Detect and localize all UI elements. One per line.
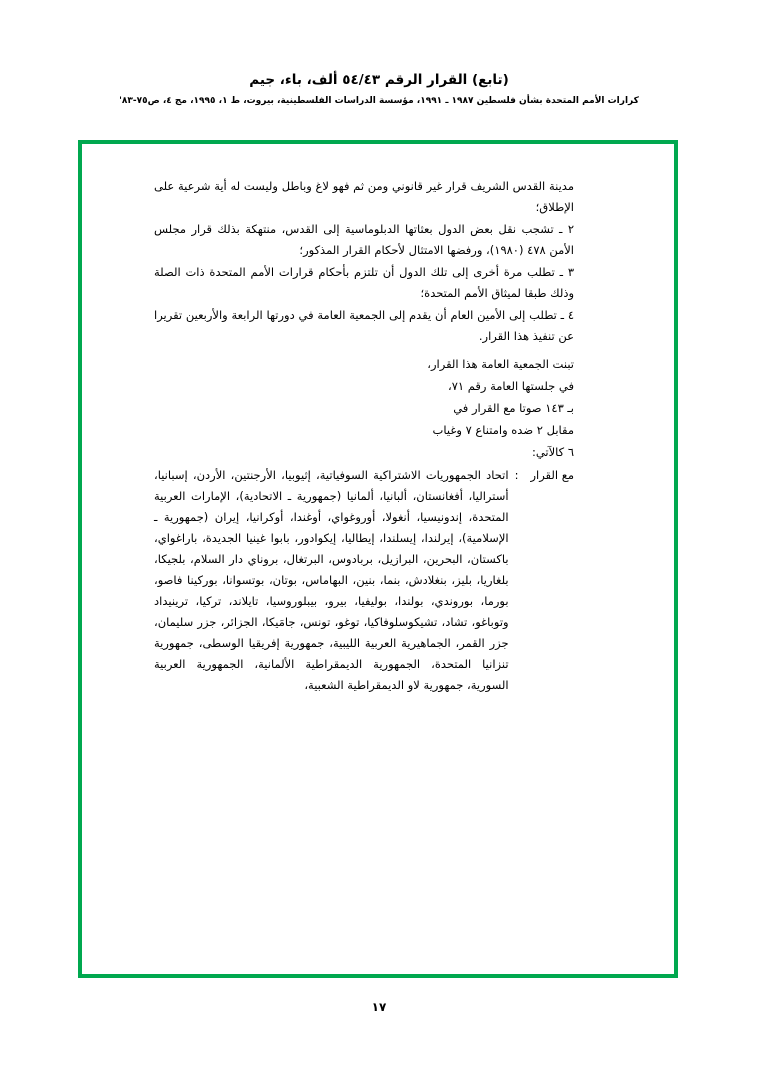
adoption-line-3: بـ ١٤٣ صوتا مع القرار في [453,401,574,415]
paragraph-4: ٤ ـ تطلب إلى الأمين العام أن يقدم إلى الجمعية العامة في دورتها الرابعة والأربعين تقريرا عن تنفيذ هذا القرار. [154,308,574,343]
paragraph-3: ٣ ـ تطلب مرة أخرى إلى تلك الدول أن تلتزم بأحكام قرارات الأمم المتحدة ذات الصلة وذلك طبقا لميثاق الأمم المتحدة؛ [154,265,574,300]
adoption-line-1: تبنت الجمعية العامة هذا القرار، [427,357,574,371]
adoption-line-2: في جلستها العامة رقم ٧١، [447,379,574,393]
states-colon: : [514,468,519,482]
paragraph-intro: مدينة القدس الشريف قرار غير قانوني ومن ثم فهو لاغ وباطل وليست له أية شرعية على الإطلاق؛ [154,179,574,214]
adoption-line-4: مقابل ٢ ضده وامتناع ٧ وغياب [432,423,574,437]
document-body [154,176,574,696]
adoption-block [154,354,574,463]
document-header [0,72,758,106]
green-border-frame [78,140,678,978]
header-title: (تابع) القرار الرقم ٥٤/٤٣ ألف، باء، جيم [249,72,509,88]
adoption-line-5: ٦ كالآتي: [531,445,574,459]
paragraph-2: ٢ ـ تشجب نقل بعض الدول بعثاتها الدبلوماسية إلى القدس، منتهكة بذلك قرار مجلس الأمن ٤٧٨ (١٩٨٠)، ورفضها الامتثال لأحكام القرار المذكور؛ [154,222,574,257]
states-in-favour-label: مع القرار [530,468,574,482]
header-subtitle: كرارات الأمم المتحدة بشأن فلسطين ١٩٨٧ ـ ١٩٩١، مؤسسة الدراسات الفلسطينية، بيروت، ط ١، ١٩٩٥، مج ٤، ص٧٥-٨٣' [119,96,639,106]
states-in-favour-row [154,465,574,696]
page-number: ١٧ [371,1000,387,1014]
states-in-favour-list: اتحاد الجمهوريات الاشتراكية السوفياتية، إثيوبيا، الأرجنتين، الأردن، إسبانيا، أستراليا، أفغانستان، ألبانيا، ألمانيا (جمهورية ـ الاتحادية)، الإمارات العربية المتحدة، إندونيسيا، أنغولا، أوروغواي، أوغندا، أوكرانيا، إيران (جمهورية ـ الإسلامية)، إيرلندا، إيسلندا، إيطاليا، إيكوادور، بابوا غينيا الجديدة، باراغواي، باكستان، البحرين، البرازيل، بربادوس، البرتغال، بروناي دار السلام، بلجيكا، بلغاريا، بليز، بنغلادش، بنما، بنين، البهاماس، بوتان، بوتسوانا، بوركينا فاصو، بورما، بوروندي، بولندا، بوليفيا، بيرو، بيبلوروسيا، تايلاند، تركيا، ترينيداد وتوباغو، تشاد، تشيكوسلوفاكيا، توغو، تونس، جامَيكا، الجزائر، جزر سليمان، جزر القمر، الجماهيرية العربية الليبية، جمهورية إفريقيا الوسطى، جمهورية تنزانيا المتحدة، الجمهورية الديمقراطية الألمانية، الجمهورية العربية السورية، جمهورية لاو الديمقراطية الشعبية، [154,468,509,692]
